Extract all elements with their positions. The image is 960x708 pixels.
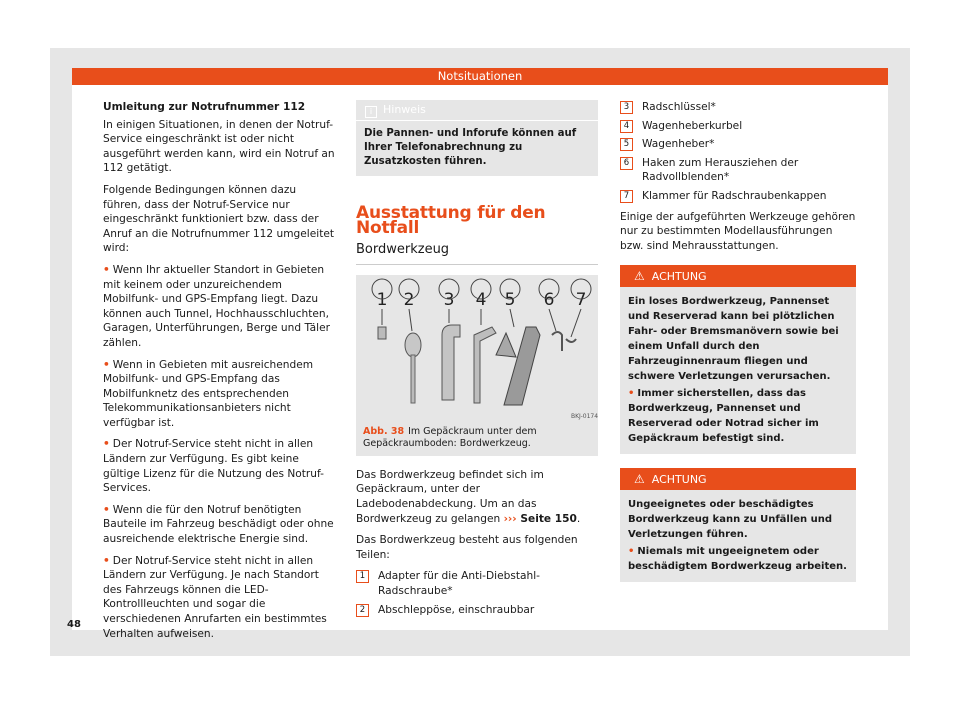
info-icon: i [365,106,377,118]
item-number-badge: 3 [620,101,633,114]
reference-arrow-icon: ››› [503,512,517,525]
figure-caption-label: Abb. 38 [363,425,405,437]
bullet-item [103,437,335,495]
figure-label-1: 1 [376,289,388,310]
hinweis-header [356,100,598,120]
paragraph [356,468,598,526]
paragraph-end: . [576,512,581,525]
hinweis-title: Hinweis [383,103,426,116]
tools-illustration [356,275,598,423]
hinweis-box [356,100,598,176]
paragraph-text: Das Bordwerkzeug befindet sich im Gepäckraum, unter der Ladebodenabdeckung. Um an das Bordwerkzeug zu gelangen [356,468,544,525]
bullet-dot-icon: • [103,438,110,451]
bullet-text: Immer sicherstellen, dass das Bordwerkzeug, Pannenset und Reserverad oder Notrad sicher im Gepäckraum befestigt sind. [628,388,819,445]
chapter-header: Notsituationen [72,68,888,85]
tool-list-item [356,569,598,598]
subsection-title: Bordwerkzeug [356,243,598,265]
warning-triangle-icon: ⚠ [634,269,645,284]
item-text: Klammer für Radschraubenkappen [642,189,827,202]
bullet-item [628,544,848,574]
achtung-text: Ein loses Bordwerkzeug, Pannenset und Reserverad kann bei plötzlichen Fahr- oder Bremsmanövern sowie bei einem Unfall durch den Fahrzeuginnenraum fliegen und schwere Verletzungen verursachen. [628,296,839,383]
figure-label-4: 4 [475,289,487,310]
figure-label-6: 6 [543,289,555,310]
item-number-badge: 5 [620,138,633,151]
figure-label-3: 3 [443,289,455,310]
bullet-dot-icon: • [103,503,110,516]
item-number-badge: 7 [620,190,633,203]
bullet-dot-icon: • [628,388,635,400]
section-title: Ausstattung für den Notfall [356,203,546,238]
bullet-text: Niemals mit ungeeignetem oder beschädigtem Bordwerkzeug arbeiten. [628,546,847,573]
bullet-item [103,503,335,547]
figure-label-7: 7 [575,289,587,310]
figure-label-2: 2 [403,289,415,310]
section-heading-notrufnummer: Umleitung zur Notrufnummer 112 [103,101,306,113]
item-text: Radschlüssel* [642,101,716,113]
bullet-text: Der Notruf-Service steht nicht in allen Ländern zur Verfügung. Es gibt keine gültige Lizenz für die Nutzung des Notruf-Services. [103,438,324,495]
left-column [103,100,335,648]
achtung-body [620,287,856,454]
achtung-box-1 [620,265,856,454]
item-number-badge: 1 [356,570,369,583]
item-number-badge: 2 [356,604,369,617]
achtung-title: ACHTUNG [651,473,707,487]
achtung-box-2 [620,468,856,582]
item-text: Abschleppöse, einschraubbar [378,603,535,616]
bullet-item [628,386,848,446]
bullet-text: Wenn in Gebieten mit ausreichendem Mobilfunk- und GPS-Empfang das Mobilfunknetz des entsprechenden Telekommunikationsanbieters nicht verfügbar ist. [103,358,314,429]
hinweis-text: Die Pannen- und Inforufe können auf Ihrer Telefonabrechnung zu Zusatzkosten führen. [356,120,598,176]
bullet-text: Wenn Ihr aktueller Standort in Gebieten mit keinem oder unzureichendem Mobilfunk- und GPS-Empfang liegt. Dazu können auch Tunnel, Hochhausschluchten, Garagen, Unterführungen, Berge und Täler zählen. [103,263,330,349]
tool-list-item [620,189,856,204]
tool-list-item [620,119,856,134]
tool-list-item [620,100,856,115]
item-text: Adapter für die Anti-Diebstahl-Radschraube* [378,570,540,597]
figure-code: BKJ-0174 [571,412,598,420]
item-number-badge: 4 [620,120,633,133]
item-text: Wagenheberkurbel [642,119,743,132]
figure-caption-text: Im Gepäckraum unter dem Gepäckraumboden: Bordwerkzeug. [363,425,537,449]
achtung-header [620,468,856,490]
figure-bordwerkzeug [356,275,598,423]
bullet-dot-icon: • [103,358,110,371]
item-text: Wagenheber* [642,138,715,151]
middle-column [356,100,598,621]
achtung-title: ACHTUNG [651,270,707,284]
item-number-badge: 6 [620,157,633,170]
page-reference-link[interactable] [504,513,577,525]
bullet-dot-icon: • [103,554,110,567]
tool-list-item [620,156,856,185]
bullet-dot-icon: • [628,546,635,558]
page-number: 48 [67,619,81,630]
paragraph: Das Bordwerkzeug besteht aus folgenden Teilen: [356,534,578,561]
tool-list-item [620,137,856,152]
item-text: Haken zum Herausziehen der Radvollblenden* [642,156,799,184]
bullet-dot-icon: • [103,263,110,276]
achtung-body [620,490,856,582]
figure-caption [356,423,598,456]
page-reference-text: Seite 150 [520,512,577,525]
figure-label-5: 5 [504,289,516,310]
tool-list-item [356,603,598,618]
bullet-item [103,358,335,431]
achtung-header [620,265,856,287]
paragraph: Folgende Bedingungen können dazu führen, dass der Notruf-Service nur eingeschränkt funktioniert bzw. dass der Anruf an die Notrufnummer 112 umgeleitet wird: [103,183,335,255]
bullet-text: Der Notruf-Service steht nicht in allen Ländern zur Verfügung. Je nach Standort des Fahrzeugs können die LED-Kontrollleuchten und sogar die verschiedenen Anrufarten ein bestimmtes Verhalten aufweisen. [103,554,327,640]
bullet-text: Wenn die für den Notruf benötigten Bauteile im Fahrzeug beschädigt oder ohne ausreichende elektrische Energie sind. [103,503,334,546]
right-column [620,100,856,582]
paragraph: In einigen Situationen, in denen der Notruf-Service eingeschränkt ist oder nicht ausgeführt werden kann, wird ein Notruf an 112 getätigt. [103,118,335,175]
bullet-item [103,263,335,351]
warning-triangle-icon: ⚠ [634,472,645,487]
achtung-text: Ungeeignetes oder beschädigtes Bordwerkzeug kann zu Unfällen und Verletzungen führen. [628,499,833,541]
paragraph: Einige der aufgeführten Werkzeuge gehören nur zu bestimmten Modellausführungen bzw. sind Mehrausstattungen. [620,210,856,252]
bullet-item [103,554,335,642]
